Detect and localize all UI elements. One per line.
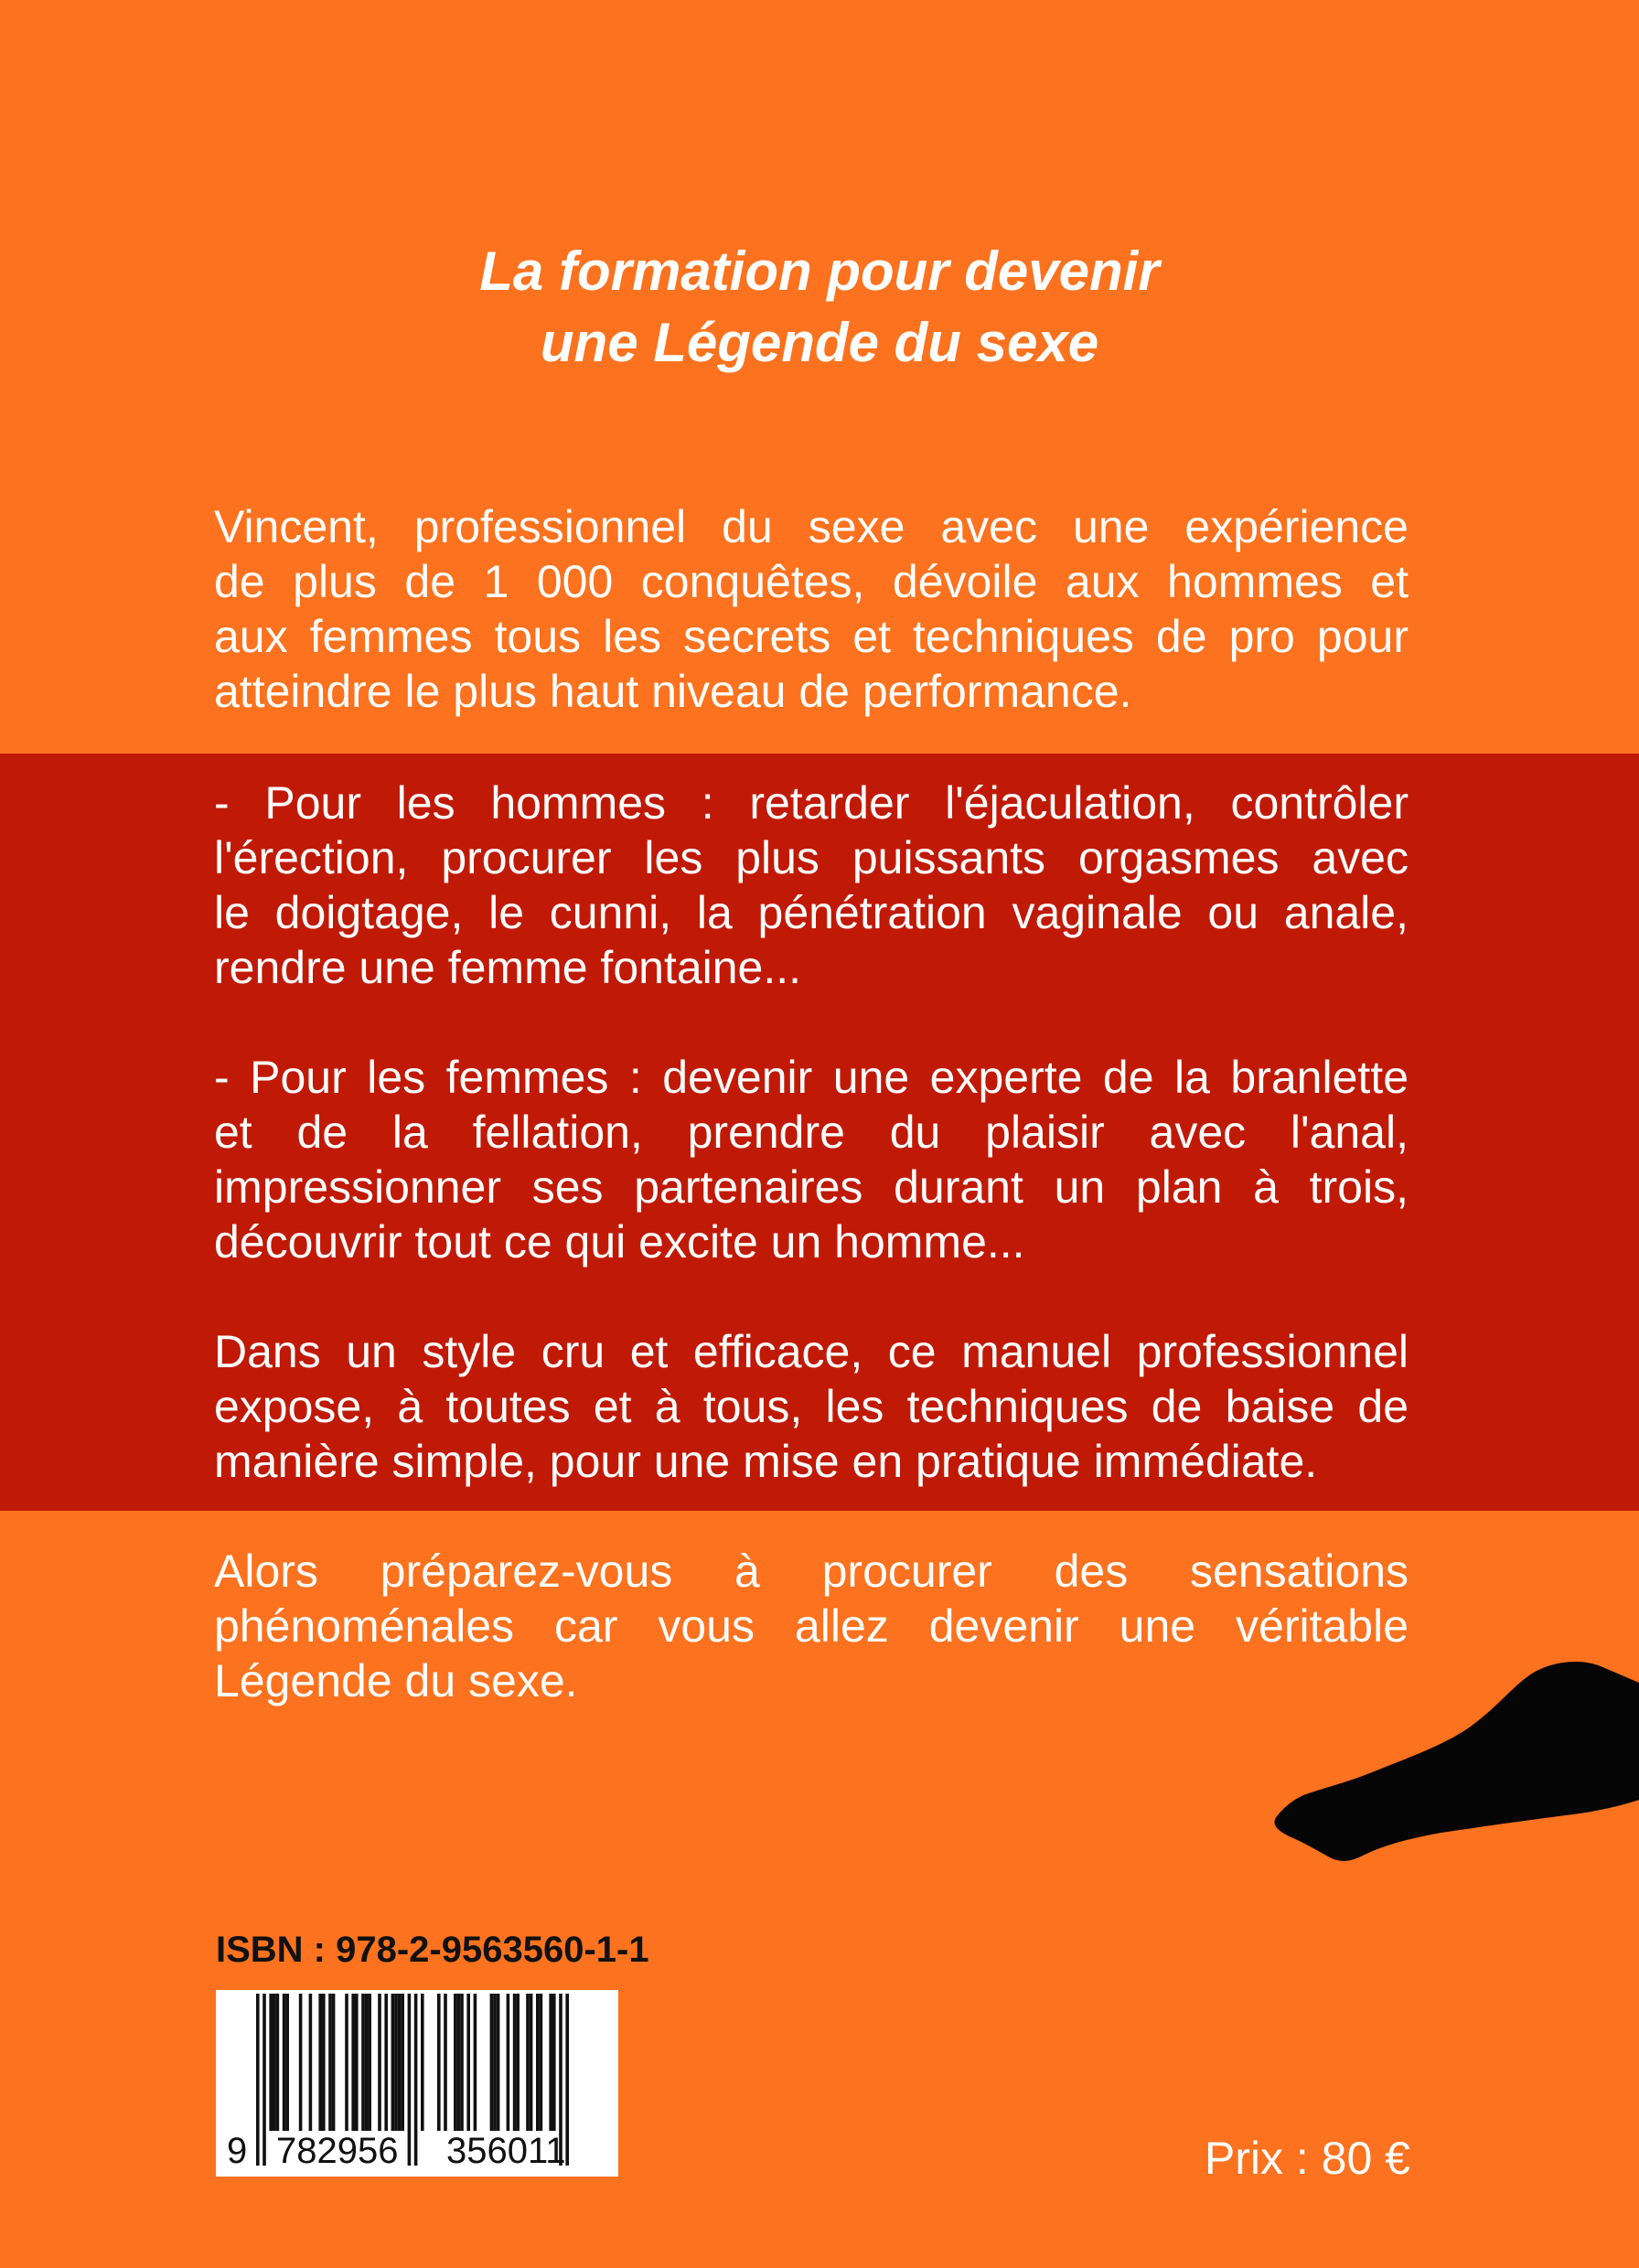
barcode-bar [299, 1994, 303, 2131]
barcode-bar [318, 1994, 322, 2131]
barcode-bar [513, 1994, 517, 2131]
barcode-digits-group-2: 356011 [446, 2131, 566, 2171]
barcode-bar [309, 1994, 313, 2131]
intro-line: Vincent, professionnel du sexe avec une expérience [214, 501, 1409, 552]
barcode-bar [276, 1994, 280, 2131]
barcode-bar [355, 1994, 359, 2131]
barcode-bar [351, 1994, 355, 2131]
barcode-bar [526, 1994, 530, 2131]
women-line: découvrir tout ce qui excite un homme... [214, 1216, 1025, 1268]
barcode-bar [269, 1994, 273, 2131]
cover-title-line-1: La formation pour devenir [479, 241, 1160, 302]
barcode-bar [332, 1994, 336, 2131]
foot-silhouette-icon [1207, 1646, 1639, 1866]
style-paragraph [214, 1324, 1409, 1489]
barcode-bar [552, 1994, 556, 2131]
men-line: rendre une femme fontaine... [214, 942, 802, 993]
men-line: l'érection, procurer les plus puissants orgasmes avec [214, 832, 1409, 883]
barcode-bar [421, 1994, 424, 2131]
barcode-bar [549, 1994, 552, 2131]
barcode-bar [474, 1994, 477, 2131]
outro-line: Légende du sexe. [214, 1655, 578, 1706]
style-line: manière simple, pour une mise en pratique immédiate. [214, 1436, 1318, 1487]
barcode-bar [437, 1994, 441, 2131]
men-line: - Pour les hommes : retarder l'éjaculation, contrôler [214, 777, 1409, 829]
barcode-bar [516, 1994, 520, 2131]
style-line: expose, à toutes et à tous, les techniques de baise de [214, 1381, 1409, 1432]
barcode-bar [368, 1994, 371, 2131]
barcode-bar [457, 1994, 461, 2131]
barcode-bar [540, 1994, 543, 2131]
barcode-bar [536, 1994, 540, 2131]
barcode-bar [466, 1994, 470, 2131]
barcode-bar [401, 1994, 404, 2131]
intro-line: aux femmes tous les secrets et techniques de pro pour [214, 611, 1409, 662]
women-line: - Pour les femmes : devenir une experte de la branlette [214, 1052, 1409, 1103]
barcode-bar [273, 1994, 276, 2131]
intro-line: de plus de 1 000 conquêtes, dévoile aux hommes et [214, 556, 1409, 607]
style-line: Dans un style cru et efficace, ce manuel professionnel [214, 1326, 1409, 1377]
barcode-bar [322, 1994, 326, 2131]
outro-line: Alors préparez-vous à procurer des sensations [214, 1546, 1409, 1597]
barcode-bar [490, 1994, 494, 2131]
barcode-guard-bar [565, 1994, 569, 2166]
barcode-guard-bar [256, 1994, 260, 2166]
barcode-guard-bar [408, 1994, 412, 2166]
barcode-bar [283, 1994, 286, 2131]
outro-line: phénoménales car vous allez devenir une véritable [214, 1600, 1409, 1652]
women-line: et de la fellation, prendre du plaisir avec l'anal, [214, 1107, 1409, 1158]
barcode-bar [365, 1994, 369, 2131]
barcode-bar [384, 1994, 388, 2131]
barcode-bar [530, 1994, 533, 2131]
barcode-lead-digit: 9 [227, 2131, 248, 2171]
barcode-bar [285, 1994, 289, 2131]
intro-paragraph [214, 499, 1409, 719]
price-label: Prix : 80 € [1204, 2133, 1410, 2184]
men-line: le doigtage, le cunni, la pénétration vaginale ou anale, [214, 887, 1409, 938]
barcode-bar [361, 1994, 365, 2131]
barcode-bar [398, 1994, 402, 2131]
men-paragraph [214, 776, 1409, 995]
barcode [216, 1990, 618, 2177]
isbn-text: ISBN : 978-2-9563560-1-1 [216, 1930, 649, 1970]
cover-title-line-2: une Légende du sexe [540, 312, 1099, 373]
barcode-digits-group-1: 782956 [276, 2131, 399, 2171]
intro-line: atteindre le plus haut niveau de performance. [214, 666, 1132, 717]
barcode-bar [454, 1994, 457, 2131]
barcode-bar [507, 1994, 510, 2131]
women-line: impressionner ses partenaires durant un plan à trois, [214, 1161, 1409, 1213]
barcode-bar [378, 1994, 381, 2131]
barcode-bar [394, 1994, 398, 2131]
barcode-bar [460, 1994, 464, 2131]
barcode-bar [345, 1994, 348, 2131]
barcode-guard-bar [414, 1994, 418, 2166]
barcode-bar [328, 1994, 332, 2131]
barcode-bar [493, 1994, 497, 2131]
women-paragraph [214, 1050, 1409, 1269]
barcode-guard-bar [262, 1994, 266, 2166]
barcode-bar [444, 1994, 447, 2131]
barcode-bar [497, 1994, 500, 2131]
barcode-bar [391, 1994, 395, 2131]
